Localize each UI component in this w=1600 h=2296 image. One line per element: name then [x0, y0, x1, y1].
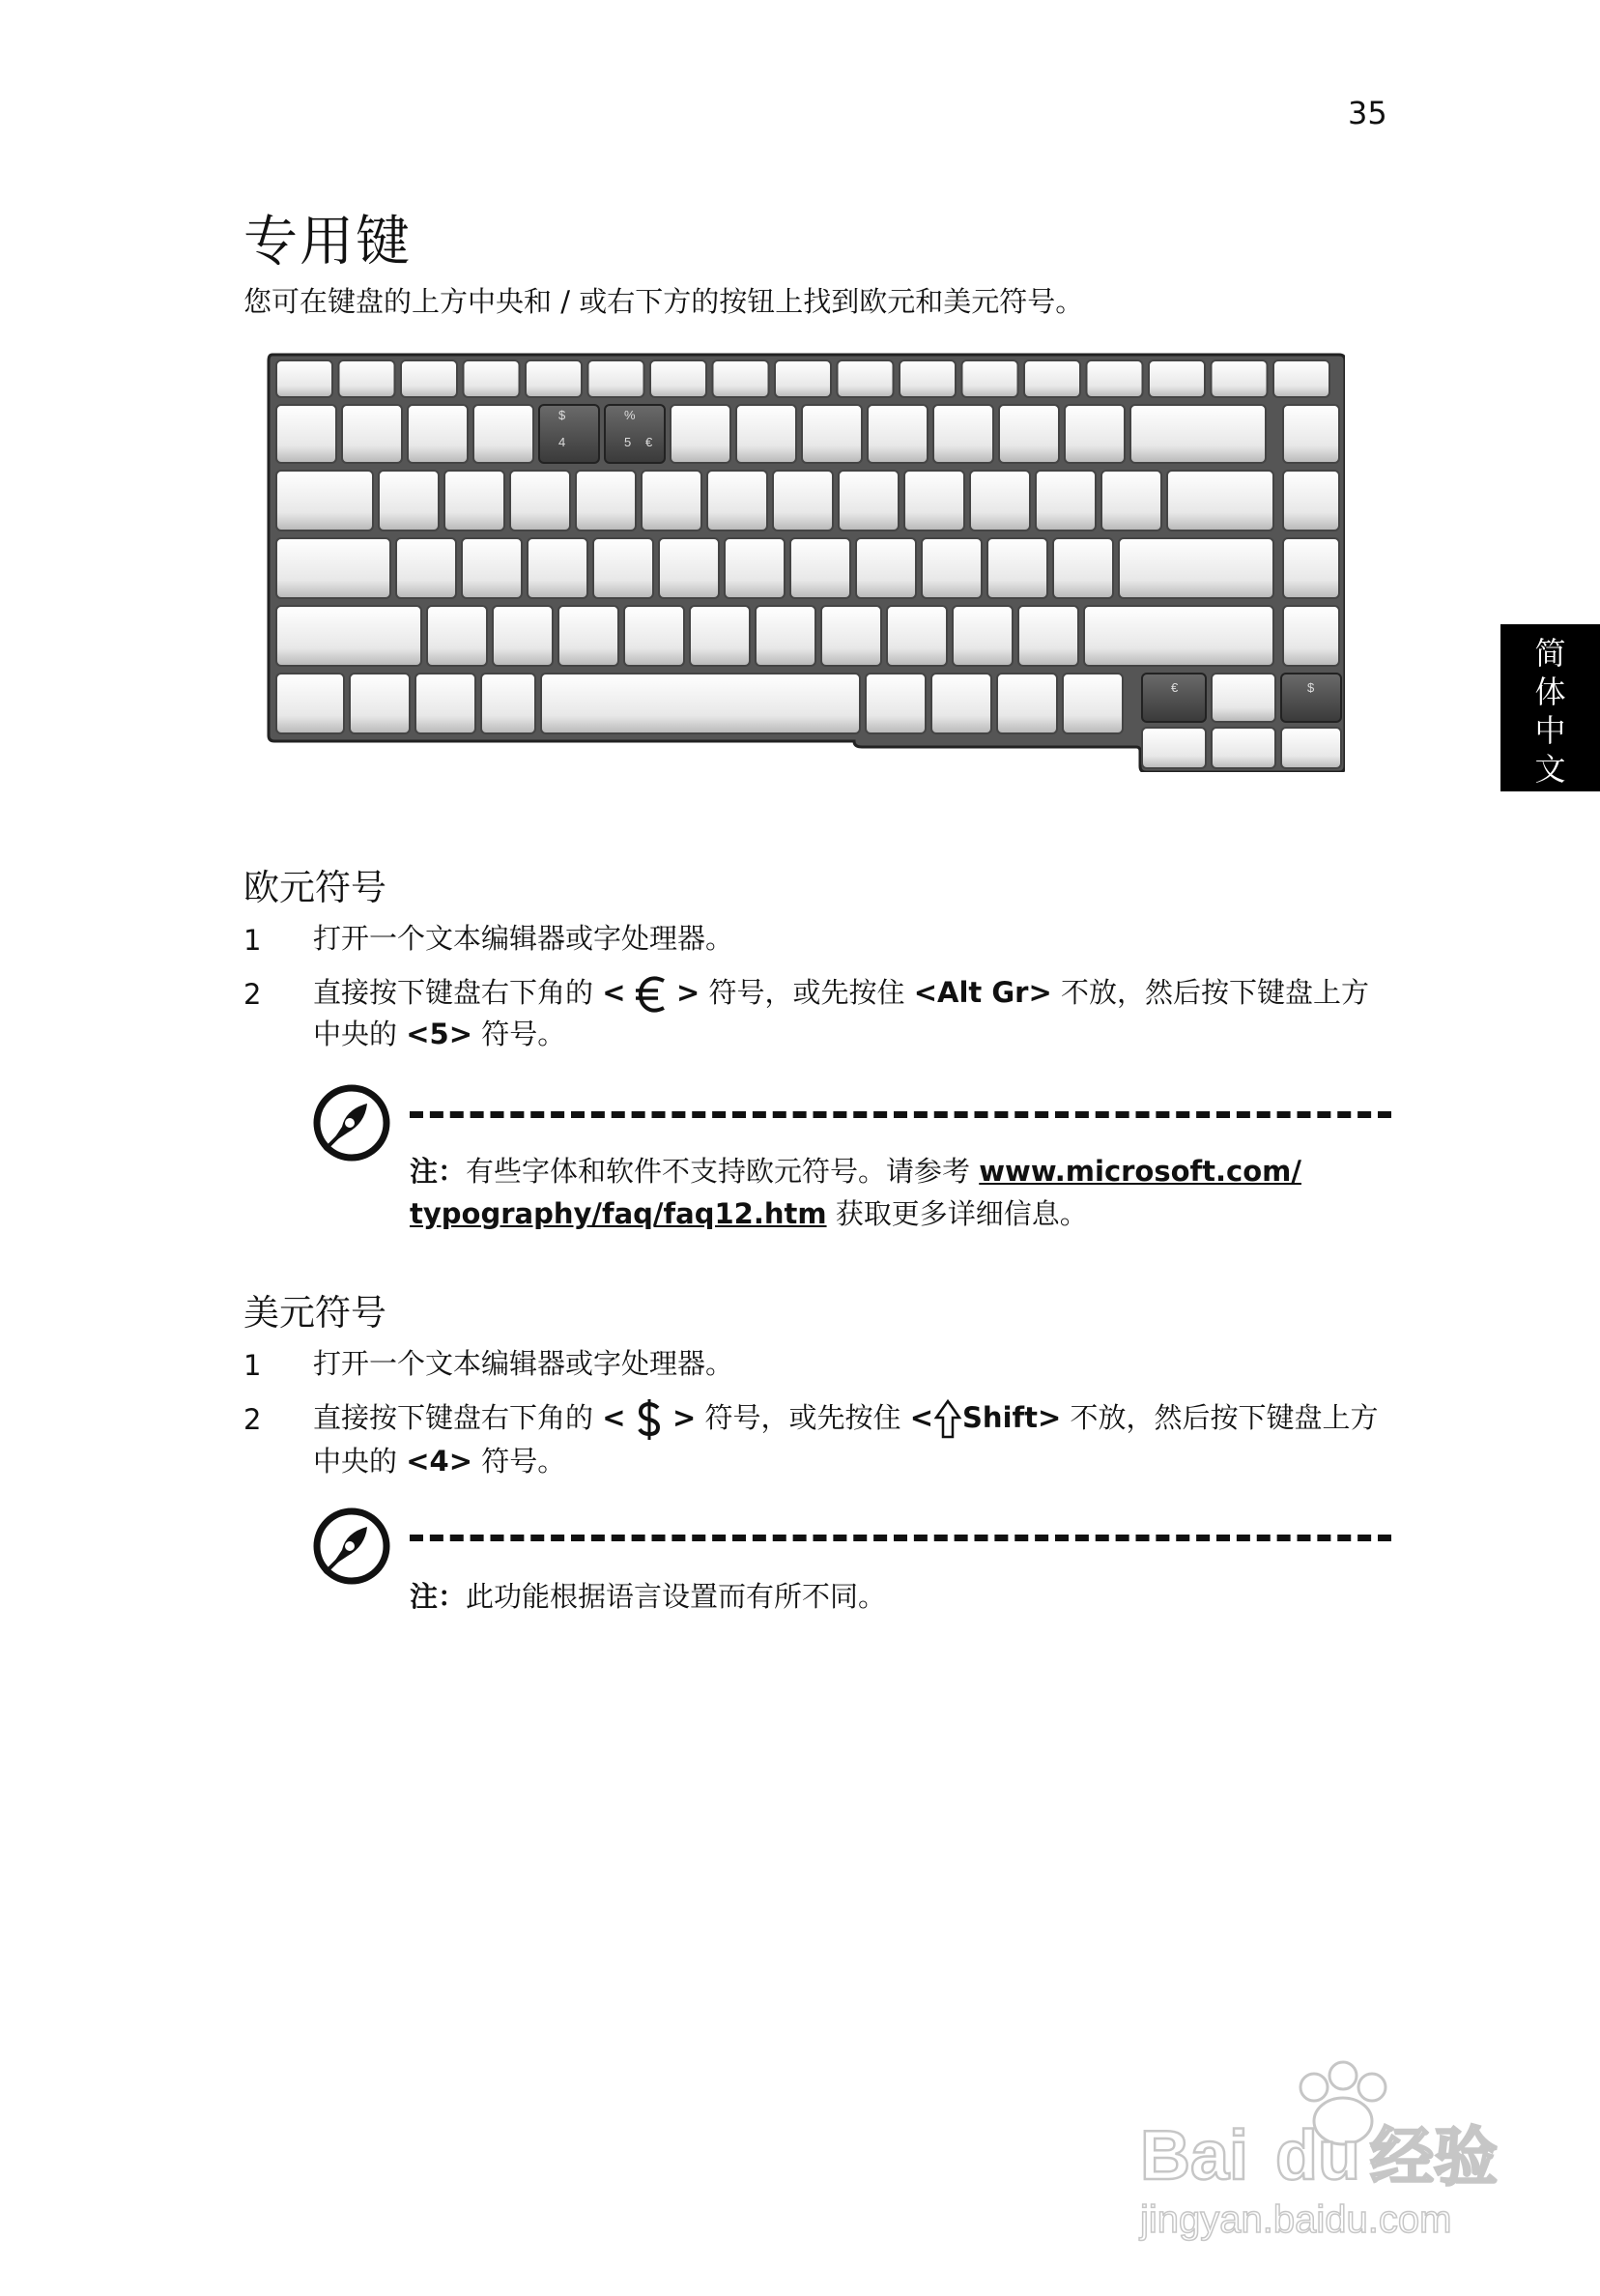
- key4-label: <4>: [406, 1445, 472, 1478]
- keyboard-key: [987, 538, 1047, 598]
- keyboard-illustration: [267, 353, 1345, 772]
- keyboard-key: [276, 606, 421, 666]
- keyboard-key: [773, 471, 833, 531]
- keyboard-key: [541, 674, 860, 733]
- keyboard-key: [576, 471, 636, 531]
- page-number: 35: [1348, 95, 1387, 131]
- intro-text: 您可在键盘的上方中央和 / 或右下方的按钮上找到欧元和美元符号。: [243, 285, 1084, 318]
- keyboard-key: [1087, 360, 1143, 397]
- watermark-brand: Bai: [1140, 2117, 1249, 2195]
- list-number: 1: [243, 1349, 262, 1382]
- keyboard-key: [1084, 606, 1273, 666]
- keyboard-key: [1212, 728, 1275, 768]
- keyboard-key: [970, 471, 1030, 531]
- step-text: 符号。: [472, 1445, 566, 1478]
- keyboard-key: [1167, 471, 1273, 531]
- keyboard-key: [624, 606, 684, 666]
- keyboard-key: [650, 360, 706, 397]
- keyboard-key: [713, 360, 769, 397]
- keyboard-key: [707, 471, 767, 531]
- keyboard-key: [736, 405, 796, 463]
- baidu-watermark: [1130, 2049, 1536, 2242]
- list-item-text: [313, 972, 1386, 1054]
- euro-symbol-icon: [635, 975, 668, 1014]
- key5-euro-label: €: [645, 435, 653, 449]
- keyboard-key: [276, 471, 373, 531]
- keyboard-key: [999, 405, 1059, 463]
- watermark-brand-du: du: [1275, 2117, 1360, 2195]
- keyboard-key: [775, 360, 831, 397]
- keyboard-key: [1053, 538, 1113, 598]
- euro-key-label: €: [1171, 680, 1179, 695]
- keyboard-key: [276, 674, 344, 733]
- keyboard-key: [415, 674, 475, 733]
- keyboard-key: [588, 360, 644, 397]
- watermark-jingyan: 经验: [1370, 2121, 1498, 2193]
- keyboard-key: [1063, 674, 1123, 733]
- keyboard-key: [671, 405, 730, 463]
- keyboard-key: [1212, 360, 1268, 397]
- keyboard-key: [1283, 606, 1339, 666]
- microsoft-link[interactable]: www.microsoft.com/: [979, 1155, 1301, 1188]
- keyboard-key: [408, 405, 468, 463]
- keyboard-key: [396, 538, 456, 598]
- keyboard-key: [1036, 471, 1096, 531]
- keyboard-key: [558, 606, 618, 666]
- keyboard-key: [997, 674, 1057, 733]
- highlighted-key: [539, 405, 599, 463]
- step-text: 符号，或先按住: [700, 976, 914, 1009]
- keyboard-key: [1212, 674, 1275, 722]
- symbol-close: >: [675, 976, 700, 1009]
- key5-top-label: %: [624, 408, 636, 422]
- keyboard-key: [756, 606, 815, 666]
- keyboard-key: [900, 360, 956, 397]
- note-pen-icon: [313, 1084, 390, 1162]
- keyboard-key: [922, 538, 982, 598]
- keyboard-key: [379, 471, 439, 531]
- keyboard-key: [462, 538, 522, 598]
- keyboard-key: [342, 405, 402, 463]
- note-divider: [410, 1535, 1391, 1541]
- keyboard-key: [690, 606, 750, 666]
- key4-bottom-label: 4: [558, 435, 566, 449]
- keyboard-key: [526, 360, 582, 397]
- keyboard-key: [953, 606, 1013, 666]
- keyboard-key: [1018, 606, 1078, 666]
- altgr-key-label: <Alt Gr>: [913, 976, 1052, 1009]
- keyboard-key: [473, 405, 533, 463]
- keyboard-key: [481, 674, 535, 733]
- dollar-symbol-icon: [635, 1398, 664, 1441]
- euro-note: [410, 1150, 1414, 1235]
- keyboard-key: [856, 538, 916, 598]
- key5-label: <5>: [406, 1018, 472, 1050]
- list-number: 1: [243, 924, 262, 957]
- note-label: 注：: [410, 1580, 467, 1613]
- keyboard-key: [593, 538, 653, 598]
- shift-close: >: [1037, 1401, 1062, 1434]
- dollar-section-heading: 美元符号: [243, 1292, 386, 1334]
- step-text: 符号，或先按住: [696, 1401, 910, 1434]
- keyboard-key: [821, 606, 881, 666]
- keyboard-key: [962, 360, 1018, 397]
- keyboard-key: [464, 360, 520, 397]
- shift-key-label: Shift: [962, 1401, 1038, 1434]
- list-item-text: [313, 1397, 1386, 1481]
- symbol-open: <: [602, 1401, 626, 1434]
- keyboard-key: [868, 405, 928, 463]
- keyboard-key: [510, 471, 570, 531]
- keyboard-key: [838, 360, 894, 397]
- note-body: 此功能根据语言设置而有所不同。: [466, 1580, 887, 1613]
- keyboard-key: [276, 538, 390, 598]
- note-body: 有些字体和软件不支持欧元符号。请参考: [466, 1155, 980, 1188]
- side-tab-char: 简: [1534, 635, 1566, 672]
- keyboard-key: [339, 360, 395, 397]
- dollar-key-label: $: [1307, 680, 1315, 695]
- keyboard-key: [276, 360, 332, 397]
- keyboard-key: [276, 405, 336, 463]
- keyboard-key: [933, 405, 993, 463]
- list-number: 2: [243, 1403, 262, 1436]
- side-tab-char: 体: [1534, 674, 1566, 710]
- keyboard-key: [444, 471, 504, 531]
- key4-top-label: $: [558, 408, 566, 422]
- keyboard-key: [1101, 471, 1161, 531]
- keyboard-key: [1065, 405, 1125, 463]
- keyboard-key: [887, 606, 947, 666]
- keyboard-key: [725, 538, 785, 598]
- shift-open: <: [909, 1401, 934, 1434]
- keyboard-key: [1142, 728, 1206, 768]
- keyboard-key: [1283, 538, 1339, 598]
- euro-section-heading: 欧元符号: [243, 867, 386, 908]
- page-title: 专用键: [243, 211, 412, 273]
- keyboard-key: [802, 405, 862, 463]
- keyboard-key: [1130, 405, 1266, 463]
- list-item-text: 打开一个文本编辑器或字处理器。: [313, 922, 734, 955]
- keyboard-key: [1283, 471, 1339, 531]
- keyboard-key: [528, 538, 587, 598]
- keyboard-key: [1119, 538, 1273, 598]
- keyboard-key: [1273, 360, 1329, 397]
- keyboard-key: [659, 538, 719, 598]
- side-tab-char: 文: [1534, 751, 1566, 788]
- language-tab: [1500, 624, 1600, 791]
- keyboard-key: [1283, 405, 1339, 463]
- side-tab-char: 中: [1534, 712, 1566, 749]
- step-text: 直接按下键盘右下角的: [313, 976, 603, 1009]
- keyboard-key: [1149, 360, 1205, 397]
- keyboard-key: [904, 471, 964, 531]
- microsoft-link-path[interactable]: typography/faq/faq12.htm: [410, 1197, 827, 1230]
- keyboard-key: [790, 538, 850, 598]
- note-label: 注：: [410, 1155, 467, 1188]
- watermark-url: jingyan.baidu.com: [1140, 2198, 1452, 2241]
- list-item-text: 打开一个文本编辑器或字处理器。: [313, 1347, 734, 1380]
- step-text: 符号。: [472, 1018, 566, 1050]
- step-text: 直接按下键盘右下角的: [313, 1401, 603, 1434]
- list-number: 2: [243, 978, 262, 1011]
- shift-arrow-icon: [933, 1398, 962, 1441]
- keyboard-key: [350, 674, 410, 733]
- keyboard-key: [1024, 360, 1080, 397]
- note-pen-icon: [313, 1507, 390, 1585]
- keyboard-key: [931, 674, 991, 733]
- note-body: 获取更多详细信息。: [826, 1197, 1088, 1230]
- keyboard-key: [1281, 728, 1341, 768]
- keyboard-key: [401, 360, 457, 397]
- symbol-close: >: [671, 1401, 697, 1434]
- dollar-note: [410, 1575, 1414, 1618]
- step-text: 不放，然后按下键盘上方中央的: [313, 976, 1369, 1050]
- keyboard-key: [839, 471, 899, 531]
- keyboard-key: [493, 606, 553, 666]
- note-divider: [410, 1111, 1391, 1118]
- symbol-open: <: [602, 976, 626, 1009]
- keyboard-key: [427, 606, 487, 666]
- step-text: 不放，然后按下键盘上方中央的: [313, 1401, 1379, 1478]
- key5-bottom-label: 5: [624, 435, 632, 449]
- keyboard-key: [866, 674, 926, 733]
- keyboard-key: [642, 471, 701, 531]
